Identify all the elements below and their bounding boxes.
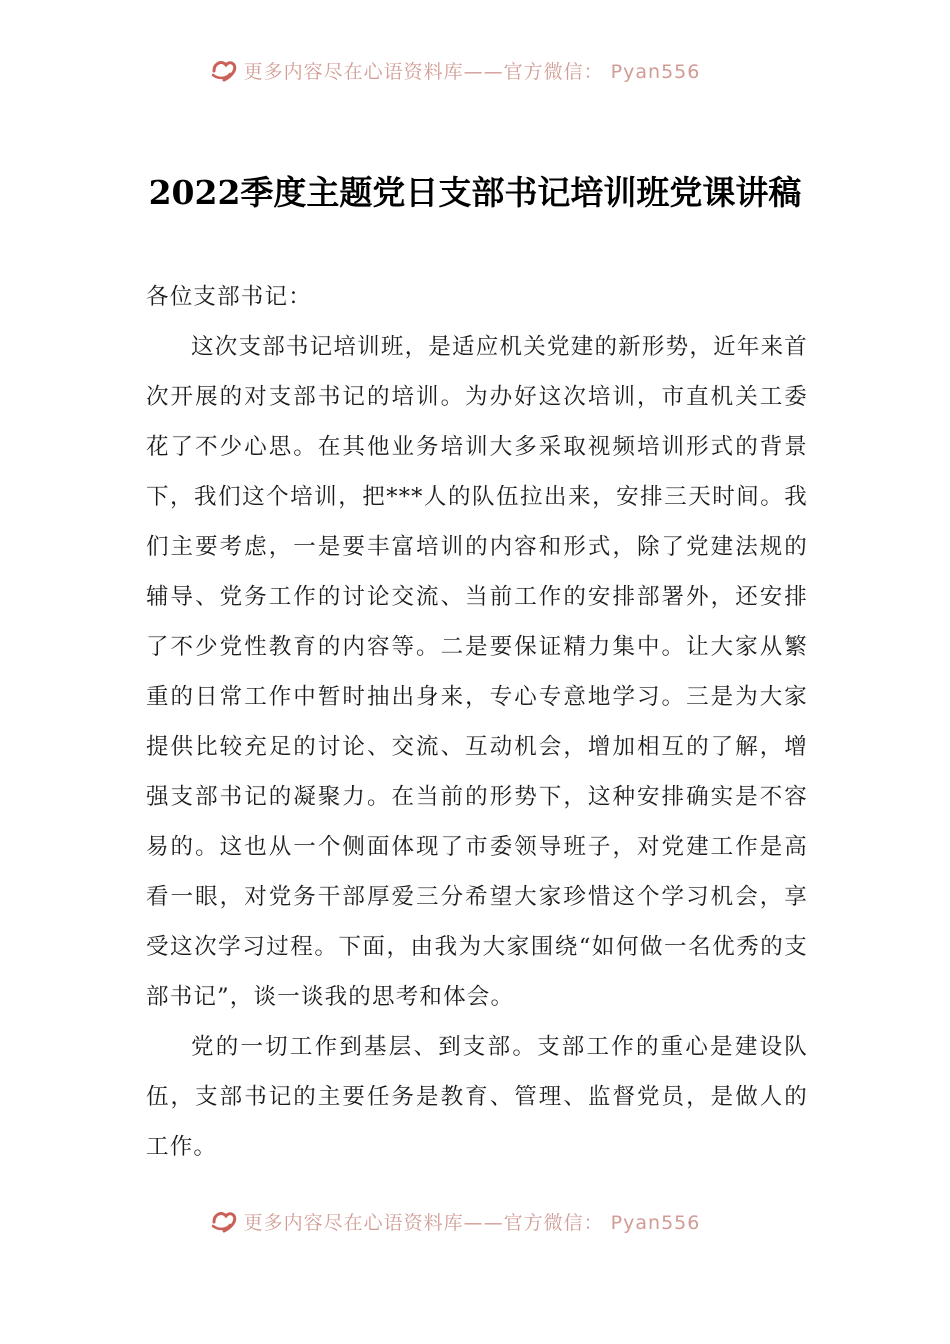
salutation: 各位支部书记： — [146, 284, 312, 310]
paragraph: 党的一切工作到基层、到支部。支部工作的重心是建设队伍，支部书记的主要任务是教育、管理、监督党员，是做人的工作。 — [146, 1034, 808, 1160]
header-watermark-text: 更多内容尽在心语资料库——官方微信： Pyan556 — [243, 60, 701, 83]
paragraph: 这次支部书记培训班，是适应机关党建的新形势，近年来首次开展的对支部书记的培训。为办好这次培训，市直机关工委花了不少心思。在其他业务培训大多采取视频培训形式的背景下，我们这个培训，把***人的队伍拉出来，安排三天时间。我们主要考虑，一是要丰富培训的内容和形式，除了党建法规的辅导、党务工作的讨论交流、当前工作的安排部署外，还安排了不少党性教育的内容等。二是要保证精力集中。让大家从繁重的日常工作中暂时抽出身来，专心专意地学习。三是为大家提供比较充足的讨论、交流、互动机会，增加相互的了解，增强支部书记的凝聚力。在当前的形势下，这种安排确实是不容易的。这也从一个侧面体现了市委领导班子，对党建工作是高看一眼，对党务干部厚爱三分希望大家珍惜这个学习机会，享受这次学习过程。下面，由我为大家围绕“如何做一名优秀的支部书记”，谈一谈我的思考和体会。 — [146, 334, 808, 1010]
footer-watermark — [0, 1206, 950, 1236]
document-body — [146, 272, 808, 1172]
header-watermark — [0, 55, 950, 85]
footer-watermark-text: 更多内容尽在心语资料库——官方微信： Pyan556 — [243, 1211, 701, 1234]
watermark-logo-icon — [210, 57, 238, 83]
document-title: 2022季度主题党日支部书记培训班党课讲稿 — [148, 173, 802, 212]
watermark-logo-icon — [210, 1208, 238, 1234]
